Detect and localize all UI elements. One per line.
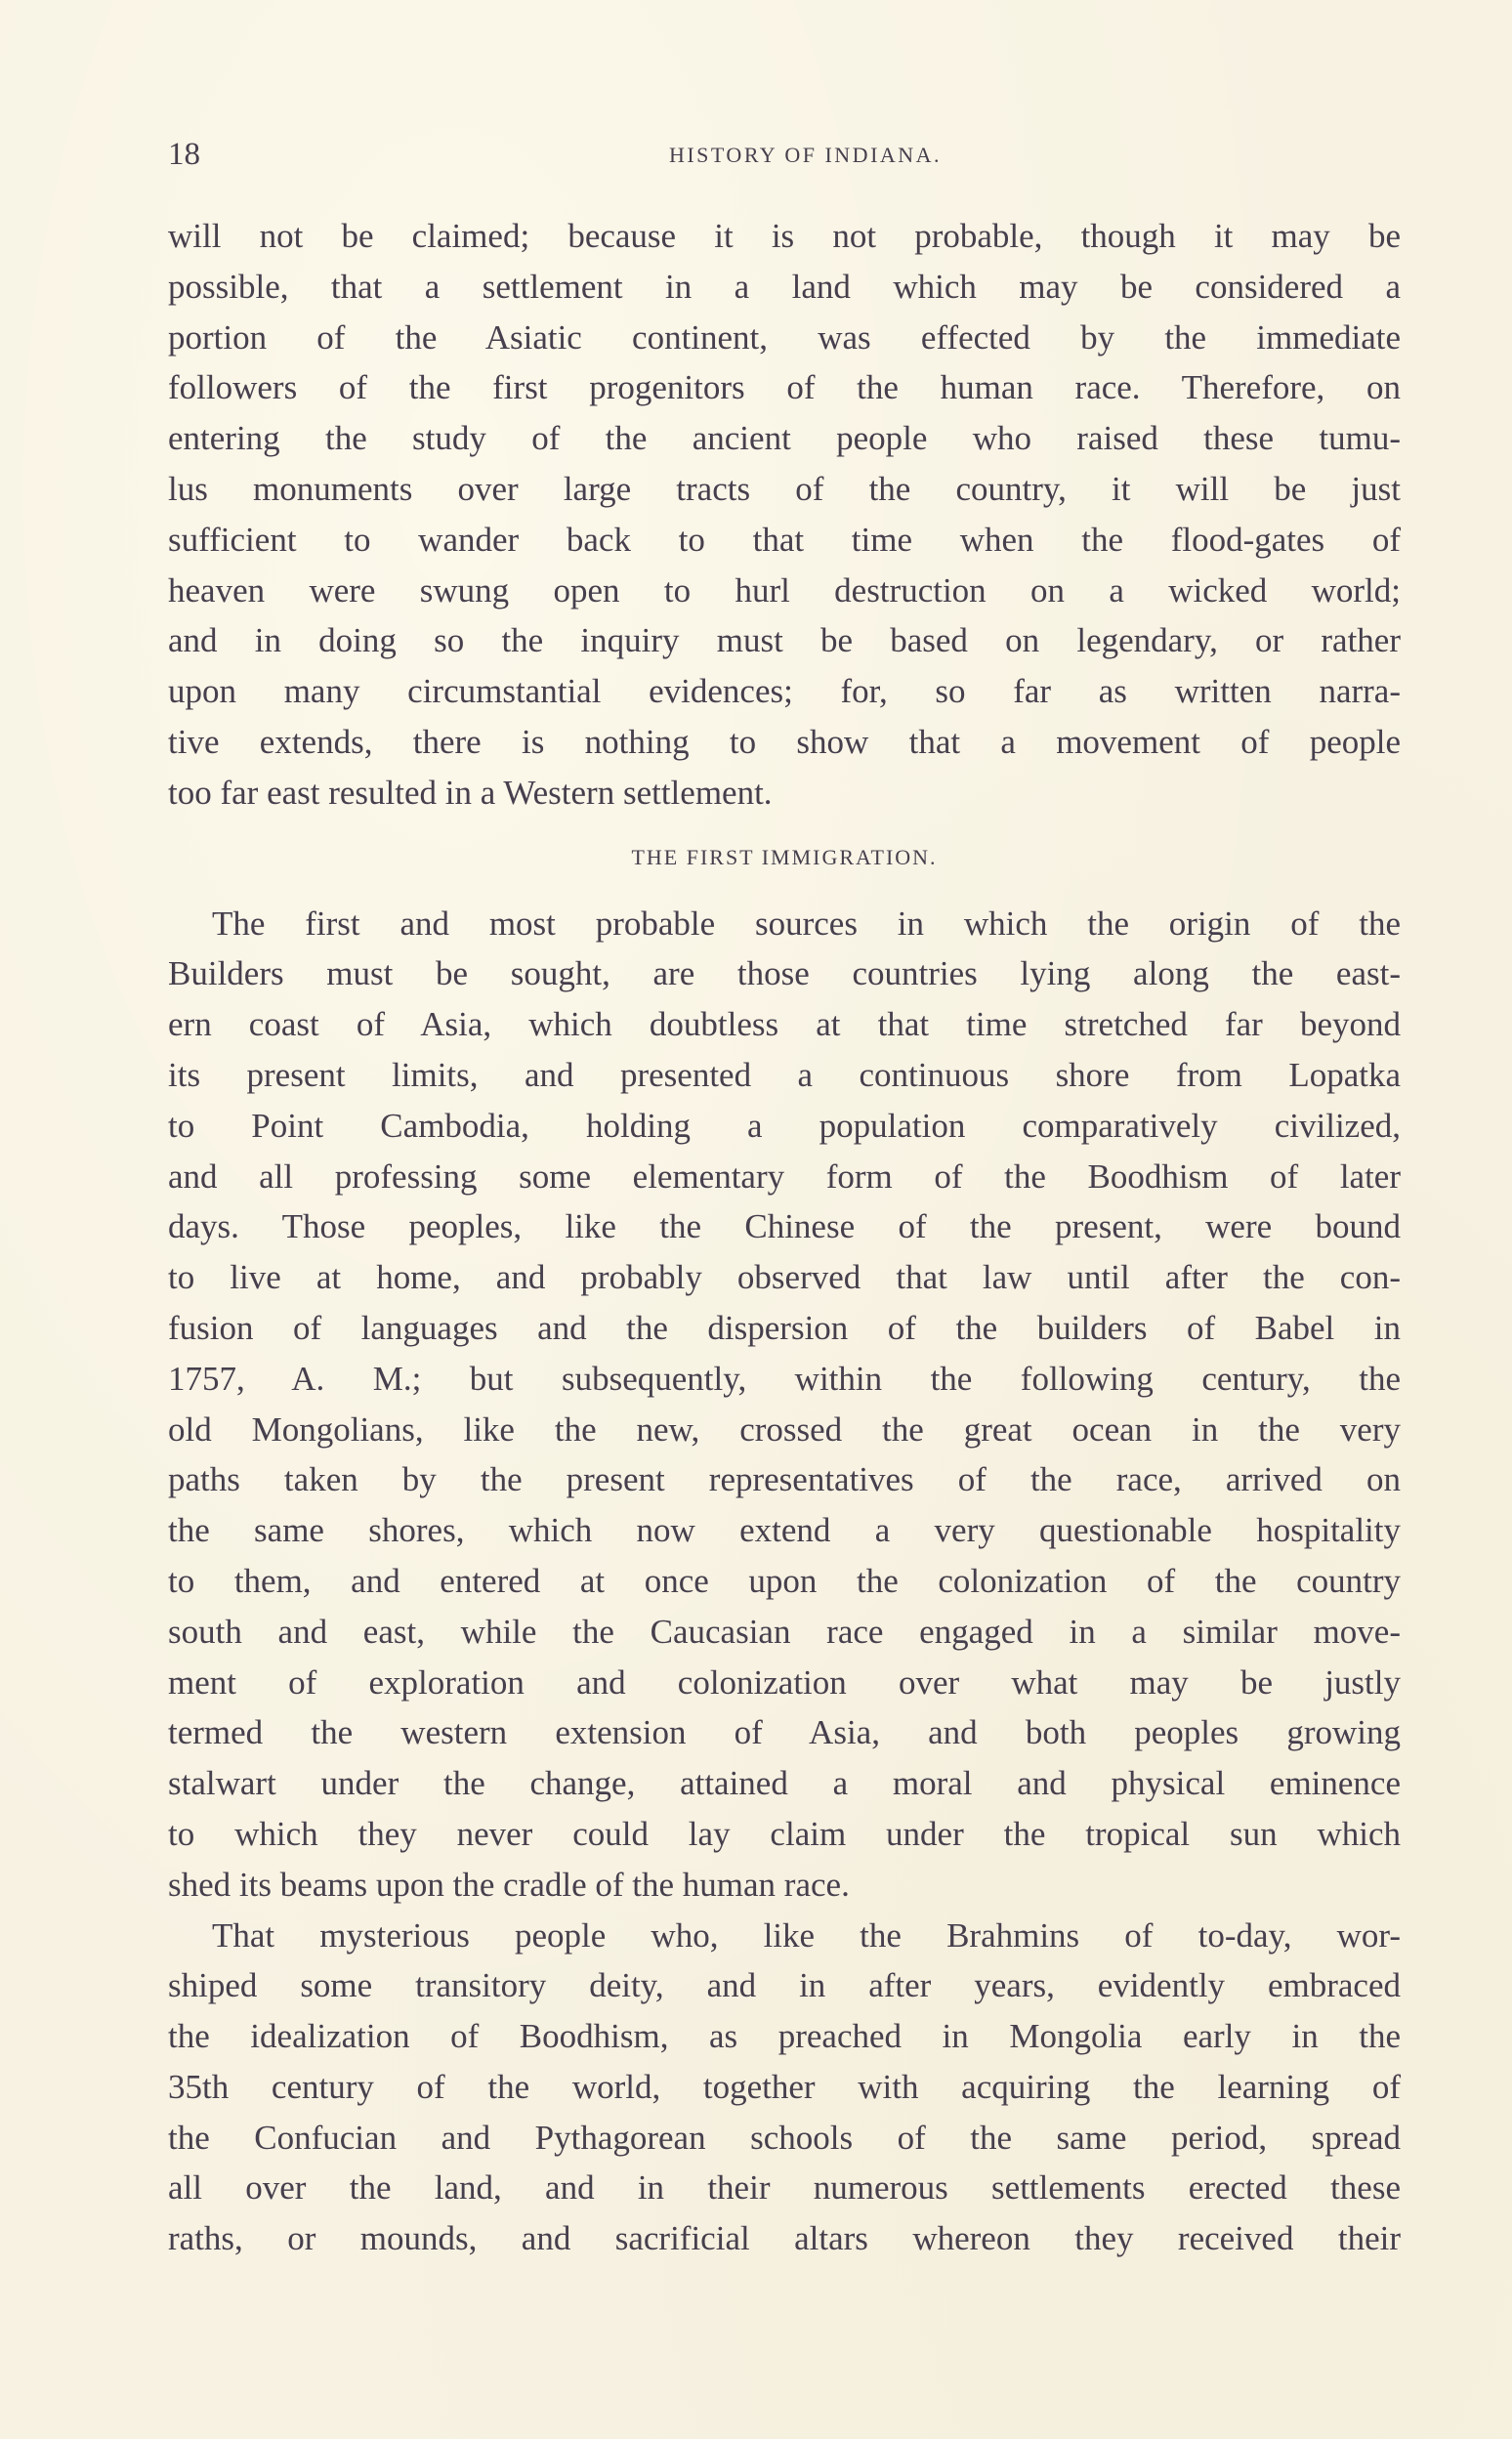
text-line: raths, or mounds, and sacrificial altars whereon they received their [168, 2219, 1401, 2258]
text-line: paths taken by the present representatives of the race, arrived on [168, 1460, 1401, 1499]
text-line: That mysterious people who, like the Brahmins of to-day, wor- [212, 1915, 1401, 1955]
paragraph [168, 899, 1401, 1911]
text-line: to live at home, and probably observed that law until after the con- [168, 1258, 1401, 1297]
text-line: south and east, while the Caucasian race engaged in a similar move- [168, 1612, 1401, 1651]
running-title: HISTORY OF INDIANA. [668, 143, 943, 167]
text-line: its present limits, and presented a continuous shore from Lopatka [168, 1055, 1401, 1094]
text-line: tive extends, there is nothing to show that a movement of people [168, 722, 1401, 761]
text-line: upon many circumstantial evidences; for, so far as written narra- [168, 672, 1401, 711]
text-line: sufficient to wander back to that time when the flood-gates of [168, 520, 1401, 559]
text-line: the Confucian and Pythagorean schools of the same period, spread [168, 2118, 1401, 2157]
text-line: 1757, A. M.; but subsequently, within the following century, the [168, 1359, 1401, 1398]
text-line: shed its beams upon the cradle of the human race. [168, 1865, 850, 1904]
text-line: portion of the Asiatic continent, was effected by the immediate [168, 317, 1401, 357]
text-line: fusion of languages and the dispersion of the builders of Babel in [168, 1308, 1401, 1347]
text-line: too far east resulted in a Western settlement. [168, 773, 773, 812]
text-line: ern coast of Asia, which doubtless at that time stretched far beyond [168, 1005, 1401, 1044]
text-line: shiped some transitory deity, and in after years, evidently embraced [168, 1966, 1401, 2005]
text-line: followers of the first progenitors of the human race. Therefore, on [168, 368, 1401, 407]
text-line: stalwart under the change, attained a moral and physical eminence [168, 1764, 1401, 1803]
text-line: days. Those peoples, like the Chinese of the present, were bound [168, 1207, 1401, 1246]
text-line: all over the land, and in their numerous settlements erected these [168, 2168, 1401, 2208]
running-head [168, 135, 1404, 174]
text-line: heaven were swung open to hurl destruction on a wicked world; [168, 570, 1401, 610]
text-line: ment of exploration and colonization over what may be justly [168, 1662, 1401, 1702]
body-text [168, 211, 1401, 2264]
text-line: lus monuments over large tracts of the country, it will be just [168, 469, 1401, 508]
text-line: and all professing some elementary form of the Boodhism of later [168, 1156, 1401, 1196]
page-number: 18 [168, 137, 200, 172]
paragraph-continued [168, 211, 1401, 819]
text-line: Builders must be sought, are those countries lying along the east- [168, 954, 1401, 993]
text-line: to Point Cambodia, holding a population comparatively civilized, [168, 1106, 1401, 1145]
text-line: the idealization of Boodhism, as preached in Mongolia early in the [168, 2017, 1401, 2056]
text-line: possible, that a settlement in a land which may be considered a [168, 267, 1401, 306]
text-line: 35th century of the world, together with acquiring the learning of [168, 2067, 1401, 2106]
text-line: The first and most probable sources in which the origin of the [212, 904, 1401, 943]
text-line: old Mongolians, like the new, crossed the great ocean in the very [168, 1409, 1401, 1449]
text-line: termed the western extension of Asia, and both peoples growing [168, 1713, 1401, 1752]
paragraph [168, 1911, 1401, 2265]
section-heading: THE FIRST IMMIGRATION. [631, 844, 938, 869]
text-line: will not be claimed; because it is not probable, though it may be [168, 217, 1401, 255]
text-line: entering the study of the ancient people who raised these tumu- [168, 419, 1401, 458]
text-line: and in doing so the inquiry must be based on legendary, or rather [168, 621, 1401, 660]
text-line: to which they never could lay claim under the tropical sun which [168, 1814, 1401, 1853]
text-line: to them, and entered at once upon the colonization of the country [168, 1561, 1401, 1600]
text-line: the same shores, which now extend a very questionable hospitality [168, 1511, 1401, 1550]
